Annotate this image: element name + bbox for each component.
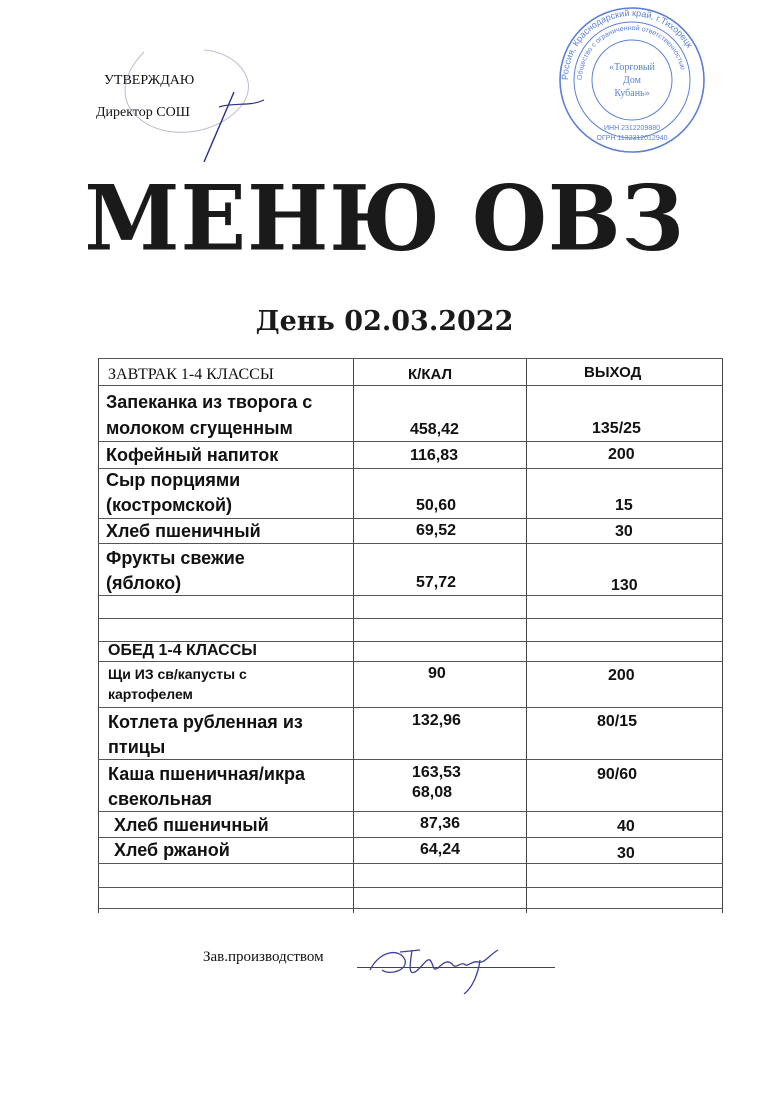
dish-kcal-secondary: 68,08 <box>412 784 453 801</box>
dish-kcal: 163,53 <box>412 764 461 781</box>
dish-kcal: 87,36 <box>420 815 461 832</box>
dish-name: Кофейный напиток <box>106 445 279 465</box>
table-line <box>98 759 723 760</box>
dish-name: Сыр порциями <box>106 470 241 490</box>
dish-kcal: 458,42 <box>410 421 459 438</box>
approval-heading: УТВЕРЖДАЮ <box>104 73 195 88</box>
dish-output: 80/15 <box>597 713 638 730</box>
production-head-signature <box>360 930 520 1000</box>
dish-kcal: 69,52 <box>416 522 457 539</box>
page-title: МЕНЮ ОВЗ <box>84 165 685 272</box>
table-line <box>98 707 723 708</box>
seal-center-line1: «Торговый <box>608 62 656 73</box>
dish-output: 15 <box>615 497 633 514</box>
seal-inn: ИНН 2312209880 <box>603 125 661 132</box>
company-seal <box>556 4 708 156</box>
dish-kcal: 90 <box>428 665 446 682</box>
table-line <box>98 908 723 909</box>
dish-output: 200 <box>608 667 635 684</box>
seal-outer-text: Россия, Краснодарский край, г.Тихорецк <box>559 7 695 81</box>
director-signature <box>84 12 274 162</box>
seal-center-line3: Кубань» <box>614 88 650 99</box>
header-kcal: К/КАЛ <box>408 366 453 383</box>
dish-output: 130 <box>611 577 638 594</box>
dish-name: Запеканка из творога с <box>106 392 313 412</box>
table-line <box>98 441 723 442</box>
dish-output: 30 <box>617 845 635 862</box>
dish-name: Хлеб пшеничный <box>114 815 269 835</box>
dish-kcal: 132,96 <box>412 712 461 729</box>
approval-director: Директор СОШ <box>96 105 190 120</box>
dish-name: Хлеб ржаной <box>114 840 230 860</box>
dish-output: 40 <box>617 818 635 835</box>
dish-kcal: 57,72 <box>416 574 457 591</box>
dish-name: картофелем <box>108 686 193 702</box>
dish-name: Котлета рубленная из <box>108 712 303 732</box>
menu-date: День 02.03.2022 <box>255 306 514 337</box>
dish-name: Хлеб пшеничный <box>106 521 261 541</box>
dish-kcal: 50,60 <box>416 497 457 514</box>
dish-name: молоком сгущенным <box>106 418 293 438</box>
table-line <box>98 618 723 619</box>
table-line <box>98 811 723 812</box>
menu-table <box>98 358 723 913</box>
seal-center-line2: Дом <box>623 75 641 86</box>
seal-inner-text: Общество с ограниченной ответственностью <box>576 24 686 81</box>
dish-name: Каша пшеничная/икра <box>108 764 305 784</box>
dish-name: (яблоко) <box>106 573 182 593</box>
table-line <box>98 385 723 386</box>
dish-output: 30 <box>615 523 633 540</box>
header-section: ЗАВТРАК 1-4 КЛАССЫ <box>108 366 274 383</box>
dish-output: 90/60 <box>597 766 638 783</box>
dish-output: 135/25 <box>592 420 641 437</box>
lunch-section-header: ОБЕД 1-4 КЛАССЫ <box>108 642 257 659</box>
header-output: ВЫХОД <box>584 364 642 381</box>
dish-name: птицы <box>108 737 166 757</box>
table-line <box>98 887 723 888</box>
dish-name: Фрукты свежие <box>106 548 245 568</box>
dish-name: Щи ИЗ св/капусты с <box>108 666 247 682</box>
dish-output: 200 <box>608 446 635 463</box>
dish-kcal: 116,83 <box>410 447 459 464</box>
dish-name: (костромской) <box>106 495 233 515</box>
dish-kcal: 64,24 <box>420 841 461 858</box>
dish-name: свекольная <box>108 789 213 809</box>
seal-ogrn: ОГРН 1132312012940 <box>596 135 668 142</box>
table-line <box>98 543 723 544</box>
footer-label: Зав.производством <box>203 949 324 965</box>
table-line <box>98 358 723 359</box>
